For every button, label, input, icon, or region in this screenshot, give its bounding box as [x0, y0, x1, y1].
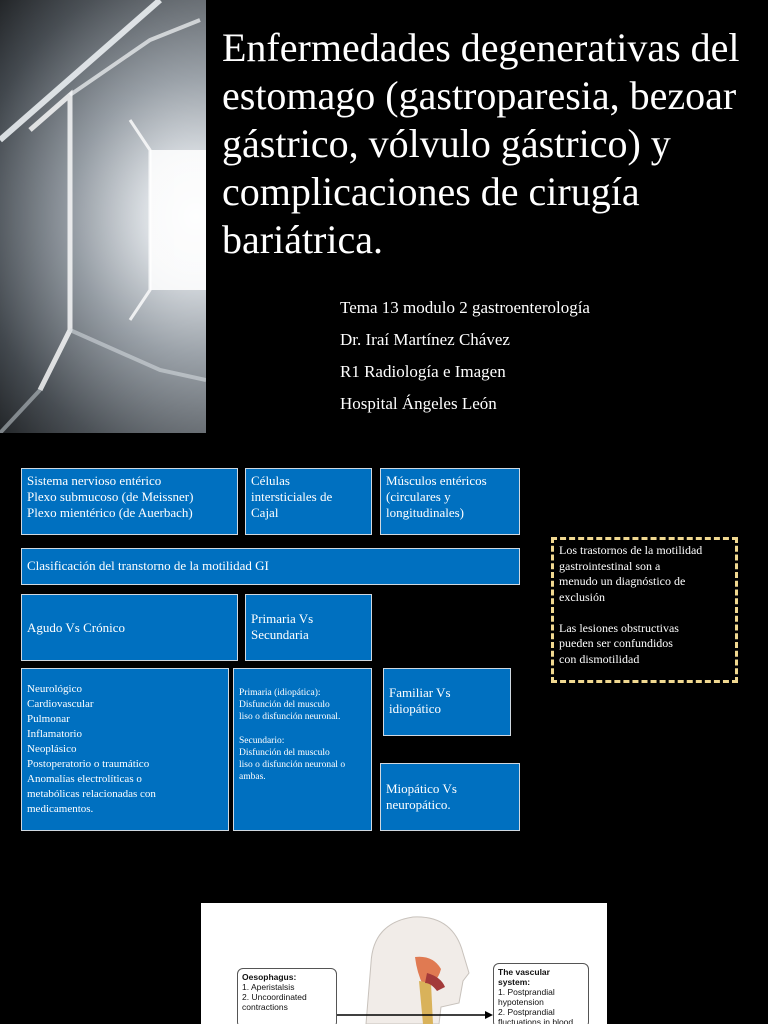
box-primary-secondary-detail-text: Primaria (idiopática): Disfunción del musculo liso o disfunción neuronal. Secundario: Disfunción del musculo liso o disfunción neuronal o ambas. — [239, 688, 346, 782]
oesophagus-box — [237, 968, 337, 1024]
box-classification-text: Clasificación del transtorno de la motilidad GI — [27, 558, 269, 573]
box-acute-vs-chronic-text: Agudo Vs Crónico — [27, 620, 125, 635]
exclusion-note — [551, 537, 738, 683]
vascular-system-box — [493, 963, 589, 1024]
oesophagus-heading: Oesophagus: — [242, 972, 297, 982]
box-myopathic-vs-neuropathic — [380, 763, 520, 831]
box-enteric-muscles — [380, 468, 520, 535]
oesophagus-line: 1. Aperistalsis — [242, 982, 295, 992]
box-enteric-nervous-system — [21, 468, 238, 535]
box-classification — [21, 548, 520, 585]
slide-title: Enfermedades degenerativas del estomago (gastroparesia, bezoar gástrico, vólvulo gástrico) y complicaciones de cirugía bariátrica. — [222, 25, 740, 262]
corridor-light-lines — [0, 0, 206, 433]
vascular-system-line: hypotension — [498, 997, 544, 1007]
vascular-system-line: 1. Postprandial — [498, 987, 555, 997]
box-causes-list — [21, 668, 229, 831]
exclusion-note-text: Los trastornos de la motilidad gastrointestinal son a menudo un diagnóstico de exclusión Las lesiones obstructivas pueden ser confundidos con dismotilidad — [559, 543, 703, 666]
oesophagus-line: contractions — [242, 1002, 288, 1012]
subtitle-department: R1 Radiología e Imagen — [340, 362, 506, 381]
box-myopathic-vs-neuropathic-text: Miopático Vs neuropático. — [386, 781, 457, 812]
box-primary-vs-secondary-text: Primaria Vs Secundaria — [251, 611, 314, 642]
box-enteric-muscles-text: Músculos entéricos (circulares y longitudinales) — [386, 473, 487, 520]
vascular-system-line: 2. Postprandial — [498, 1007, 555, 1017]
box-acute-vs-chronic — [21, 594, 238, 661]
subtitle-author: Dr. Iraí Martínez Chávez — [340, 330, 510, 349]
title-slide — [0, 0, 768, 433]
box-interstitial-cells — [245, 468, 372, 535]
box-interstitial-cells-text: Células intersticiales de Cajal — [251, 473, 333, 520]
subtitle-hospital: Hospital Ángeles León — [340, 394, 497, 413]
oesophagus-line: 2. Uncoordinated — [242, 992, 307, 1002]
vascular-system-heading: The vascular system: — [498, 967, 550, 987]
box-primary-secondary-detail — [233, 668, 372, 831]
box-enteric-nervous-system-text: Sistema nervioso entérico Plexo submucoso (de Meissner) Plexo mientérico (de Auerbach) — [27, 473, 194, 520]
vascular-system-line: fluctuations in blood — [498, 1017, 574, 1024]
box-familial-vs-idiopathic — [383, 668, 511, 736]
box-causes-list-text: Neurológico Cardiovascular Pulmonar Inflamatorio Neoplásico Postoperatorio o traumático Anomalías electrolíticas o metabólicas relacionadas con medicamentos. — [27, 683, 156, 815]
box-primary-vs-secondary — [245, 594, 372, 661]
box-familial-vs-idiopathic-text: Familiar Vs idiopático — [389, 685, 451, 716]
hero-corridor-image — [0, 0, 206, 433]
gi-dysmotility-figure — [201, 903, 607, 1024]
subtitle-topic: Tema 13 modulo 2 gastroenterología — [340, 298, 590, 317]
